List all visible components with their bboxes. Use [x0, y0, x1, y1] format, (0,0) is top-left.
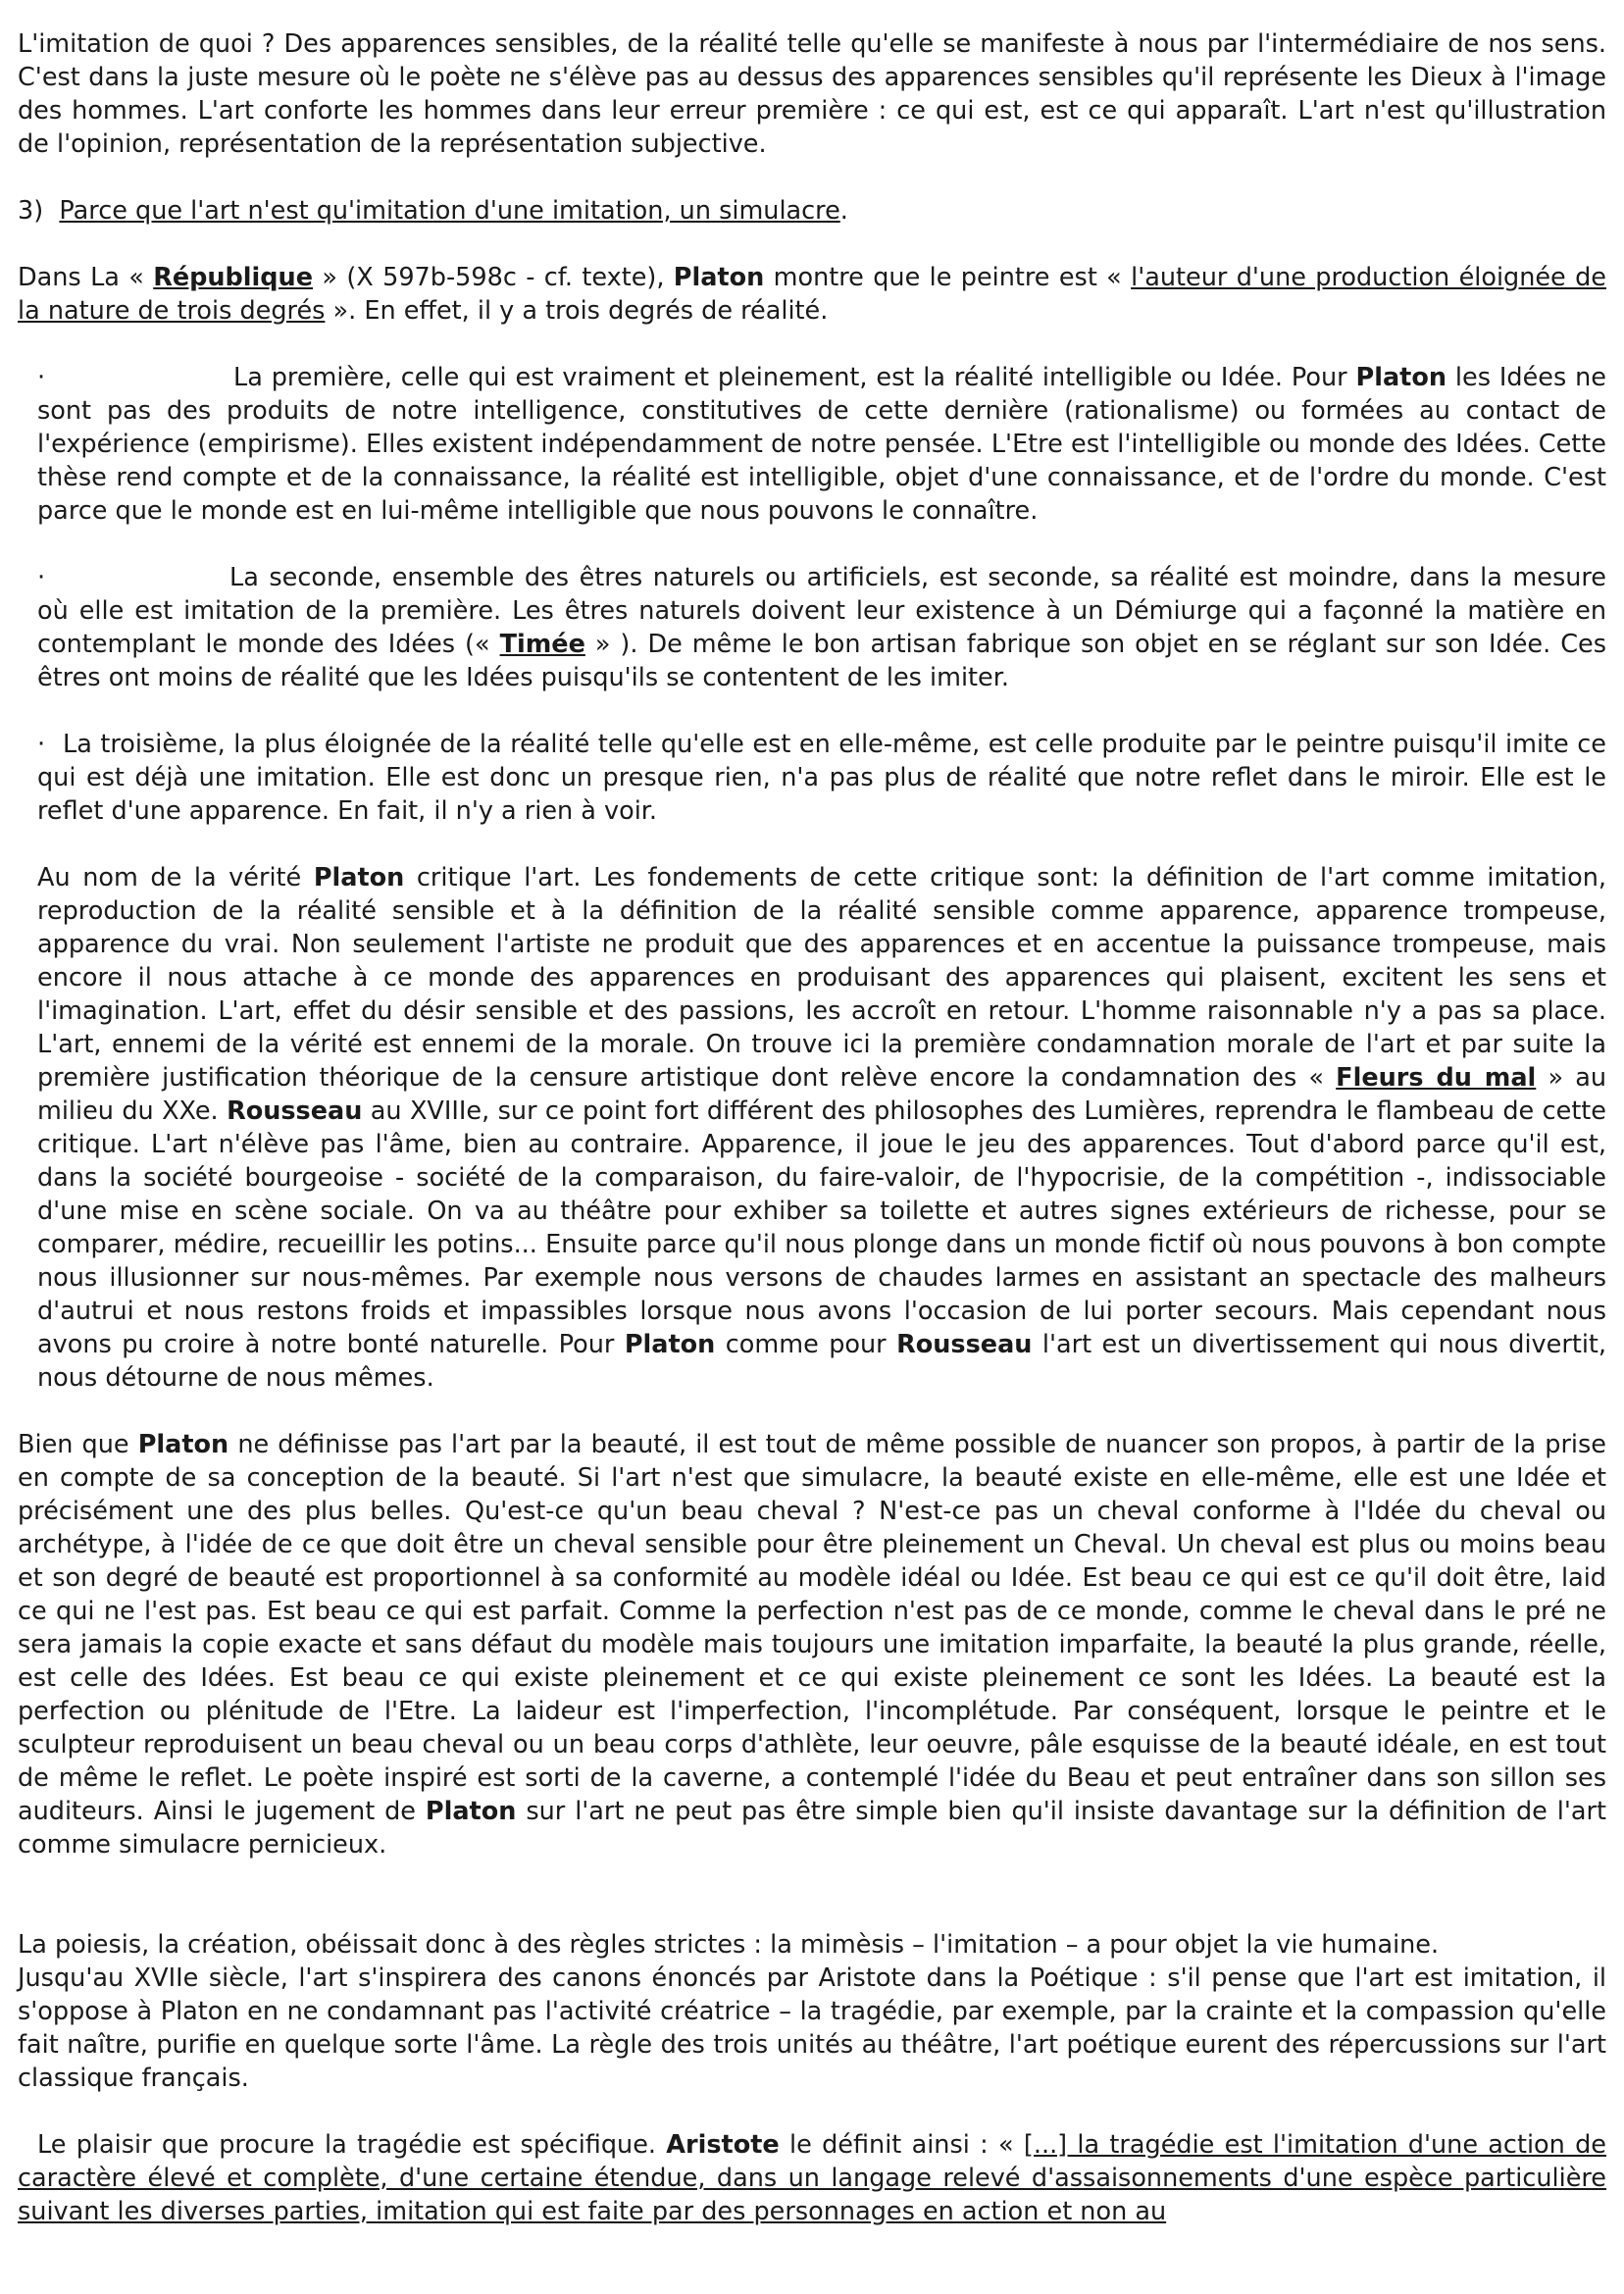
work-title-fleurs-du-mal: Fleurs du mal: [1336, 1063, 1537, 1093]
author-name: Rousseau: [227, 1096, 363, 1126]
poiesis-first-line: La poiesis, la création, obéissait donc à des règles strictes : la mimèsis – l'imitation – a pour objet la vie humaine.: [18, 1930, 1440, 1960]
point-3-title: Parce que l'art n'est qu'imitation d'une imitation, un simulacre: [59, 196, 840, 226]
work-title-republique: République: [153, 263, 313, 292]
author-name: Platon: [673, 263, 765, 292]
quotation: l'auteur d'une production éloignée de la nature de trois degrés: [18, 263, 1606, 326]
author-name: Platon: [624, 1330, 716, 1359]
beaute-paragraph: Bien que Platon ne définisse pas l'art par la beauté, il est tout de même possible de nuancer son propos, à partir de la prise en compte de sa conception de la beauté. Si l'art n'est que simulacre, la beauté existe en elle-même, elle est une Idée et précisément une des plus belles. Qu'est-ce qu'un beau cheval ? N'est-ce pas un cheval conforme à l'Idée du cheval ou archétype, à l'idée de ce que doit être un cheval sensible pour être pleinement un Cheval. Un cheval est plus ou moins beau et son degré de beauté est proportionnel à sa conformité au modèle idéal ou Idée. Est beau ce qui est ce qu'il doit être, laid ce qui ne l'est pas. Est beau ce qui est parfait. Comme la perfection n'est pas de ce monde, comme le cheval dans le pré ne sera jamais la copie exacte et sans défaut du modèle mais toujours une imitation imparfaite, la beauté la plus grande, réelle, est celle des Idées. Est beau ce qui existe pleinement et ce qui existe pleinement ce sont les Idées. La beauté est la perfection ou plénitude de l'Etre. La laideur est l'imperfection, l'incomplétude. Par conséquent, lorsque le peintre et le sculpteur reproduisent un beau cheval ou un beau corps d'athlète, leur oeuvre, pâle esquisse de la beauté idéale, en est tout de même le reflet. Le poète inspiré est sorti de la caverne, a contemplé l'idée du Beau et peut entraîner dans son sillon ses auditeurs. Ainsi le jugement de Platon sur l'art ne peut pas être simple bien qu'il insiste davantage sur la définition de l'art comme simulacre pernicieux.: [18, 1430, 1606, 1860]
author-name: Platon: [425, 1797, 517, 1826]
author-name: Rousseau: [896, 1330, 1033, 1359]
bullet-dot: ·: [37, 363, 46, 392]
bullet-third-degree: · La troisième, la plus éloignée de la réalité telle qu'elle est en elle-même, est celle produite par le peintre puisqu'il imite ce qui est déjà une imitation. Elle est donc un presque rien, n'a pas plus de réalité que notre reflet dans le miroir. Elle est le reflet d'une apparence. En fait, il n'y a rien à voir.: [37, 730, 1606, 826]
intro-paragraph: L'imitation de quoi ? Des apparences sensibles, de la réalité telle qu'elle se manifeste à nous par l'intermédiaire de nos sens. C'est dans la juste mesure où le poète ne s'élève pas au dessus des apparences sensibles qu'il représente les Dieux à l'image des hommes. L'art conforte les hommes dans leur erreur première : ce qui est, est ce qui apparaît. L'art n'est qu'illustration de l'opinion, représentation de la représentation subjective.: [18, 29, 1606, 159]
author-name: Platon: [313, 863, 405, 892]
point-3-heading: 3) Parce que l'art n'est qu'imitation d'une imitation, un simulacre.: [18, 196, 848, 226]
critique-paragraph: Au nom de la vérité Platon critique l'art. Les fondements de cette critique sont: la définition de l'art comme imitation, reproduction de la réalité sensible et à la définition de la réalité sensible comme apparence, apparence trompeuse, apparence du vrai. Non seulement l'artiste ne produit que des apparences et en accentue la puissance trompeuse, mais encore il nous attache à ce monde des apparences en produisant des apparences qui plaisent, excitent les sens et l'imagination. L'art, effet du désir sensible et des passions, les accroît en retour. L'homme raisonnable n'y a pas sa place. L'art, ennemi de la vérité est ennemi de la morale. On trouve ici la première condamnation morale de l'art et par suite la première justification théorique de la censure artistique dont relève encore la condamnation des « Fleurs du mal » au milieu du XXe. Rousseau au XVIIIe, sur ce point fort différent des philosophes des Lumières, reprendra le flambeau de cette critique. L'art n'élève pas l'âme, bien au contraire. Apparence, il joue le jeu des apparences. Tout d'abord parce qu'il est, dans la société bourgeoise - société de la comparaison, du faire-valoir, de l'hypocrisie, de la compétition -, indissociable d'une mise en scène sociale. On va au théâtre pour exhiber sa toilette et autres signes extérieurs de richesse, pour se comparer, médire, recueillir les potins... Ensuite parce qu'il nous plonge dans un monde fictif où nous pouvons à bon compte nous illusionner sur nous-mêmes. Par exemple nous versons de chaudes larmes en assistant an spectacle des malheurs d'autrui et nous restons froids et impassibles lorsque nous avons l'occasion de lui porter secours. Mais cependant nous avons pu croire à notre bonté naturelle. Pour Platon comme pour Rousseau l'art est un divertissement qui nous divertit, nous détourne de nous mêmes.: [37, 863, 1607, 1393]
work-title-timee: Timée: [499, 630, 585, 659]
bullet-first-degree: · La première, celle qui est vraiment et pleinement, est la réalité intelligible ou Idée. Pour Platon les Idées ne sont pas des produits de notre intelligence, constitutives de cette dernière (rationalisme) ou formées au contact de l'expérience (empirisme). Elles existent indépendamment de notre pensée. L'Etre est l'intelligible ou monde des Idées. Cette thèse rend compte et de la connaissance, la réalité est intelligible, objet d'une connaissance, et de l'ordre du monde. C'est parce que le monde est en lui-même intelligible que nous pouvons le connaître.: [37, 363, 1606, 526]
poiesis-paragraph: Jusqu'au XVIIe siècle, l'art s'inspirera des canons énoncés par Aristote dans la Poétique : s'il pense que l'art est imitation, il s'oppose à Platon en ne condamnant pas l'activité créatrice – la tragédie, par exemple, par la crainte et la compassion qu'elle fait naître, purifie en quelque sorte l'âme. La règle des trois unités au théâtre, l'art poétique eurent des répercussions sur l'art classique français.: [18, 1963, 1606, 2093]
author-name: Platon: [1355, 363, 1447, 392]
quotation: [...] la tragédie est l'imitation d'une action de caractère élevé et complète, d'une certaine étendue, dans un langage relevé d'assaisonnements d'une espèce particulière suivant les diverses parties, imitation qui est faite par des personnages en action et non au: [18, 2130, 1606, 2226]
author-name: Aristote: [666, 2130, 780, 2160]
author-name: Platon: [137, 1430, 229, 1459]
bullet-dot: ·: [37, 563, 46, 592]
republique-paragraph: Dans La « République » (X 597b-598c - cf. texte), Platon montre que le peintre est « l'auteur d'une production éloignée de la nature de trois degrés ». En effet, il y a trois degrés de réalité.: [18, 263, 1606, 326]
plaisir-paragraph: Le plaisir que procure la tragédie est spécifique. Aristote le définit ainsi : « [...] la tragédie est l'imitation d'une action de caractère élevé et complète, d'une certaine étendue, dans un langage relevé d'assaisonnements d'une espèce particulière suivant les diverses parties, imitation qui est faite par des personnages en action et non au: [18, 2130, 1606, 2226]
document-page: [18, 27, 1606, 2228]
bullet-second-degree: · La seconde, ensemble des êtres naturels ou artificiels, est seconde, sa réalité est moindre, dans la mesure où elle est imitation de la première. Les êtres naturels doivent leur existence à un Démiurge qui a façonné la matière en contemplant le monde des Idées (« Timée » ). De même le bon artisan fabrique son objet en se réglant sur son Idée. Ces êtres ont moins de réalité que les Idées puisqu'ils se contentent de les imiter.: [37, 563, 1606, 692]
bullet-dot: ·: [37, 730, 46, 759]
point-3-number: 3): [18, 196, 44, 226]
